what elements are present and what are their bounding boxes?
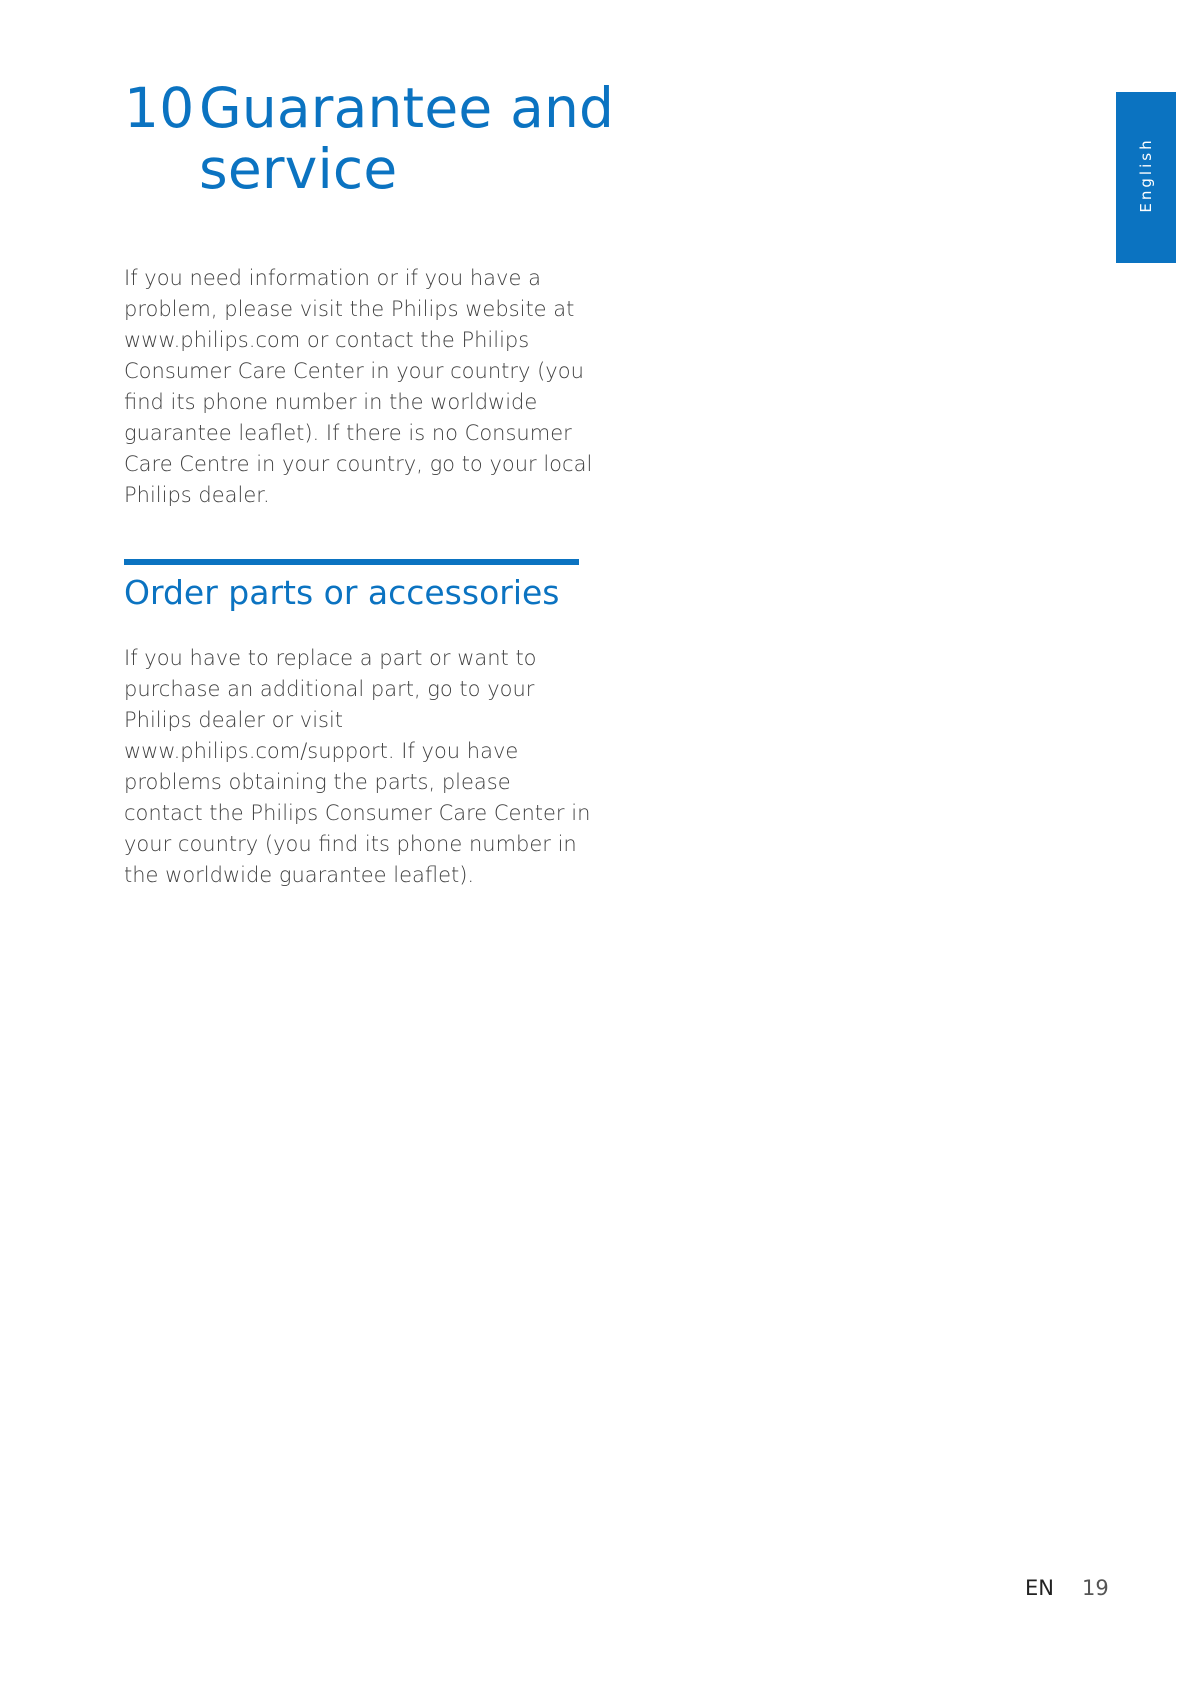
language-tab [1116, 92, 1176, 263]
page-footer [1025, 1571, 1125, 1605]
chapter-number: 10 [124, 76, 195, 140]
page-number: 19 [1082, 1576, 1109, 1600]
intro-paragraph: If you need information or if you have a problem, please visit the Philips website at www.philips.com or contact the Philips Consumer Care Center in your country (you find its phone number in the worldwide guarantee leaflet). If there is no Consumer Care Centre in your country, go to your local Philips dealer. [124, 266, 593, 507]
chapter-title: Guarantee and service [199, 76, 615, 201]
language-tab-label: English [1137, 137, 1155, 213]
section-divider [124, 559, 579, 565]
order-section-paragraph: If you have to replace a part or want to purchase an additional part, go to your Philips dealer or visit www.philips.com/support. If you have problems obtaining the parts, please contact the Philips Consumer Care Center in your country (you find its phone number in the worldwide guarantee leaflet). [124, 646, 591, 887]
order-section-heading: Order parts or accessories [124, 573, 560, 612]
footer-language: EN [1025, 1576, 1054, 1600]
